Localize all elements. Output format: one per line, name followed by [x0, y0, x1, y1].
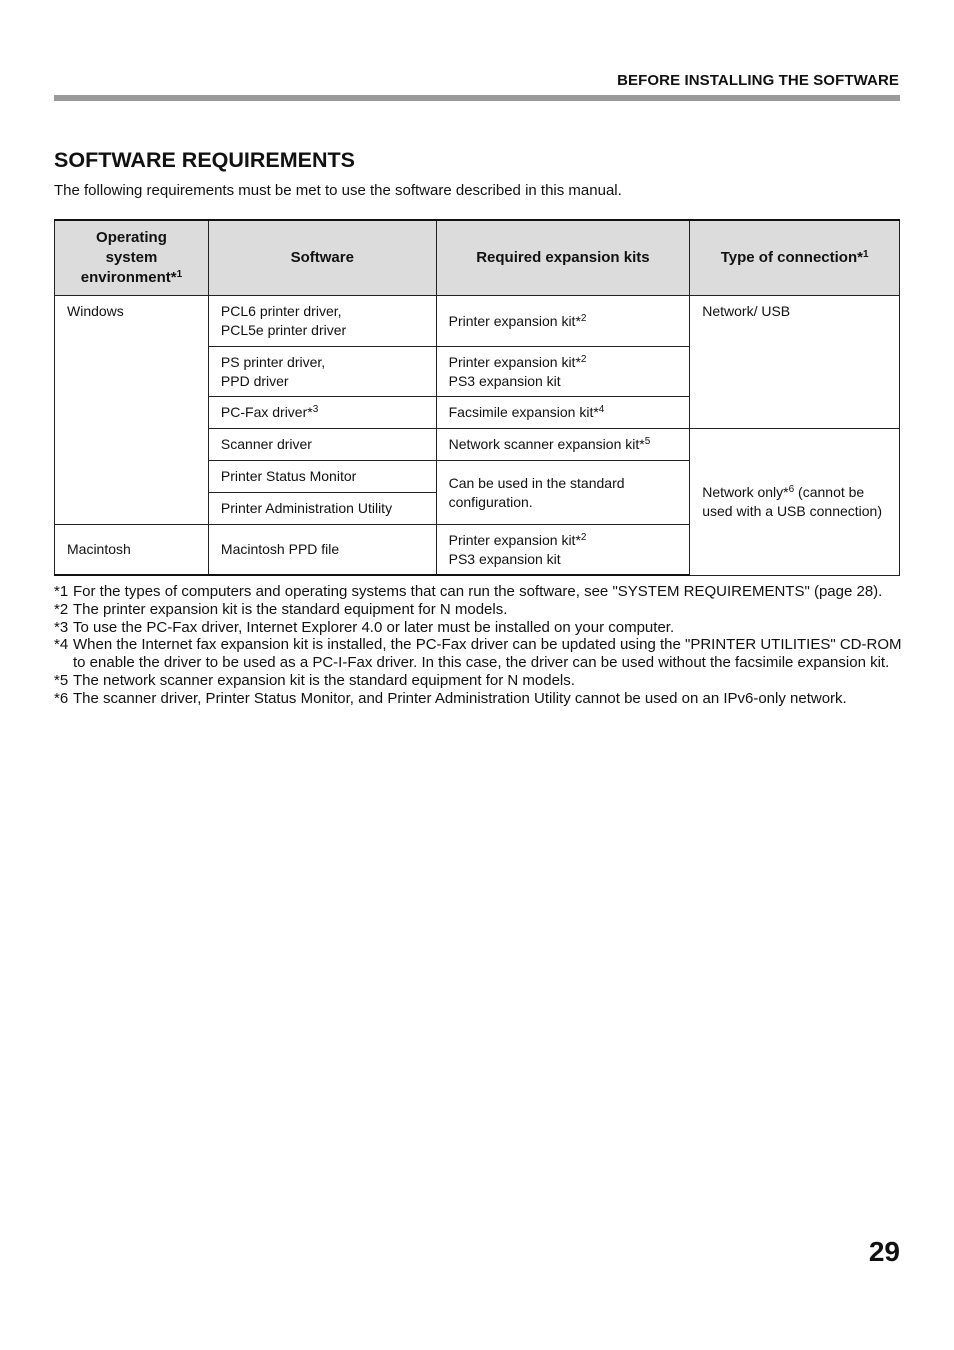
connection-network-usb: Network/ USB [690, 296, 900, 429]
footnote-6 [54, 690, 904, 708]
network-only-line2: used with a USB connection) [702, 502, 882, 519]
kit-row7-line2: PS3 expansion kit [448, 550, 561, 567]
footnote-3 [54, 619, 904, 637]
footnote-text: To use the PC-Fax driver, Internet Explorer 4.0 or later must be installed on your computer. [73, 618, 675, 636]
software-admin-utility: Printer Administration Utility [208, 493, 436, 525]
header-rule [54, 95, 900, 101]
software-mac-ppd: Macintosh PPD file [208, 525, 436, 576]
table-row [55, 296, 900, 347]
kit-row5 [436, 461, 690, 525]
software-ps-line1: PS printer driver, [220, 353, 326, 370]
header-os-line3: environment* [80, 269, 177, 286]
footnote-1 [54, 583, 904, 601]
kit-row4-text: Network scanner expansion kit* [448, 436, 645, 452]
footnote-mark: *4 [54, 636, 69, 654]
header-connection [690, 220, 900, 296]
footnote-2 [54, 601, 904, 619]
header-os-line1: Operating [96, 229, 167, 246]
kit-row2-sup: 2 [580, 353, 587, 365]
network-only-pre: Network only* [702, 483, 789, 500]
header-section-label: BEFORE INSTALLING THE SOFTWARE [617, 72, 899, 89]
kit-row7-sup: 2 [580, 531, 587, 543]
header-connection-sup: 1 [862, 249, 869, 260]
software-pcl-line1: PCL6 printer driver, [220, 303, 342, 319]
intro-text: The following requirements must be met to use the software described in this manual. [54, 182, 622, 199]
footnote-text: For the types of computers and operating systems that can run the software, see "SYSTEM REQUIREMENTS" (page 28). [73, 583, 883, 600]
kit-row1 [436, 296, 690, 347]
footnote-text: When the Internet fax expansion kit is installed, the PC-Fax driver can be updated using the "PRINTER UTILITIES" CD-ROM to enable the driver to be used as a PC-I-Fax driver. In this case, the driver can be used without the facsimile expansion kit. [73, 636, 902, 672]
header-os-sup: 1 [176, 269, 183, 280]
kit-row1-sup: 2 [580, 312, 587, 324]
software-ps [208, 347, 436, 397]
kit-row3 [436, 397, 690, 429]
kit-row2-line1: Printer expansion kit* [448, 353, 581, 370]
footnote-mark: *6 [54, 689, 69, 707]
network-only-sup: 6 [788, 483, 795, 495]
software-pcfax [208, 397, 436, 429]
software-pcl-line2: PCL5e printer driver [220, 322, 347, 338]
kit-row2 [436, 347, 690, 397]
kit-row3-sup: 4 [598, 404, 605, 415]
footnote-text: The network scanner expansion kit is the standard equipment for N models. [73, 671, 575, 689]
table-header-row [55, 220, 900, 296]
header-kits: Required expansion kits [436, 220, 690, 296]
section-title: SOFTWARE REQUIREMENTS [54, 148, 356, 172]
kit-row5-line2: configuration. [448, 493, 533, 510]
kit-row7-line1: Printer expansion kit* [448, 531, 581, 548]
kit-row4-sup: 5 [644, 436, 651, 447]
network-only-post: (cannot be [794, 483, 865, 500]
footnote-mark: *1 [54, 583, 69, 600]
header-os-line2: system [105, 249, 158, 266]
page-number: 29 [868, 1236, 900, 1267]
kit-row5-line1: Can be used in the standard [448, 474, 625, 491]
footnote-mark: *2 [54, 600, 69, 618]
os-windows: Windows [55, 296, 209, 525]
kit-row2-line2: PS3 expansion kit [448, 372, 561, 389]
footnote-mark: *3 [54, 618, 69, 636]
connection-network-only [690, 429, 900, 576]
software-pcfax-sup: 3 [312, 404, 319, 415]
header-connection-label: Type of connection* [720, 249, 863, 266]
footnote-text: The printer expansion kit is the standard equipment for N models. [73, 600, 508, 618]
software-scanner: Scanner driver [208, 429, 436, 461]
footnotes [54, 583, 904, 708]
kit-row1-text: Printer expansion kit* [448, 312, 581, 329]
software-ps-line2: PPD driver [220, 372, 289, 389]
os-macintosh: Macintosh [55, 525, 209, 576]
header-software: Software [208, 220, 436, 296]
kit-row7 [436, 525, 690, 576]
kit-row4 [436, 429, 690, 461]
requirements-table [54, 219, 900, 576]
software-pcfax-text: PC-Fax driver* [220, 404, 313, 420]
software-pcl [208, 296, 436, 347]
kit-row3-text: Facsimile expansion kit* [448, 404, 599, 420]
footnote-text: The scanner driver, Printer Status Monitor, and Printer Administration Utility cannot be used on an IPv6-only network. [73, 689, 847, 707]
footnote-5 [54, 672, 904, 690]
footnote-4 [54, 636, 904, 672]
header-os [55, 220, 209, 296]
software-status-monitor: Printer Status Monitor [208, 461, 436, 493]
footnote-mark: *5 [54, 671, 69, 689]
